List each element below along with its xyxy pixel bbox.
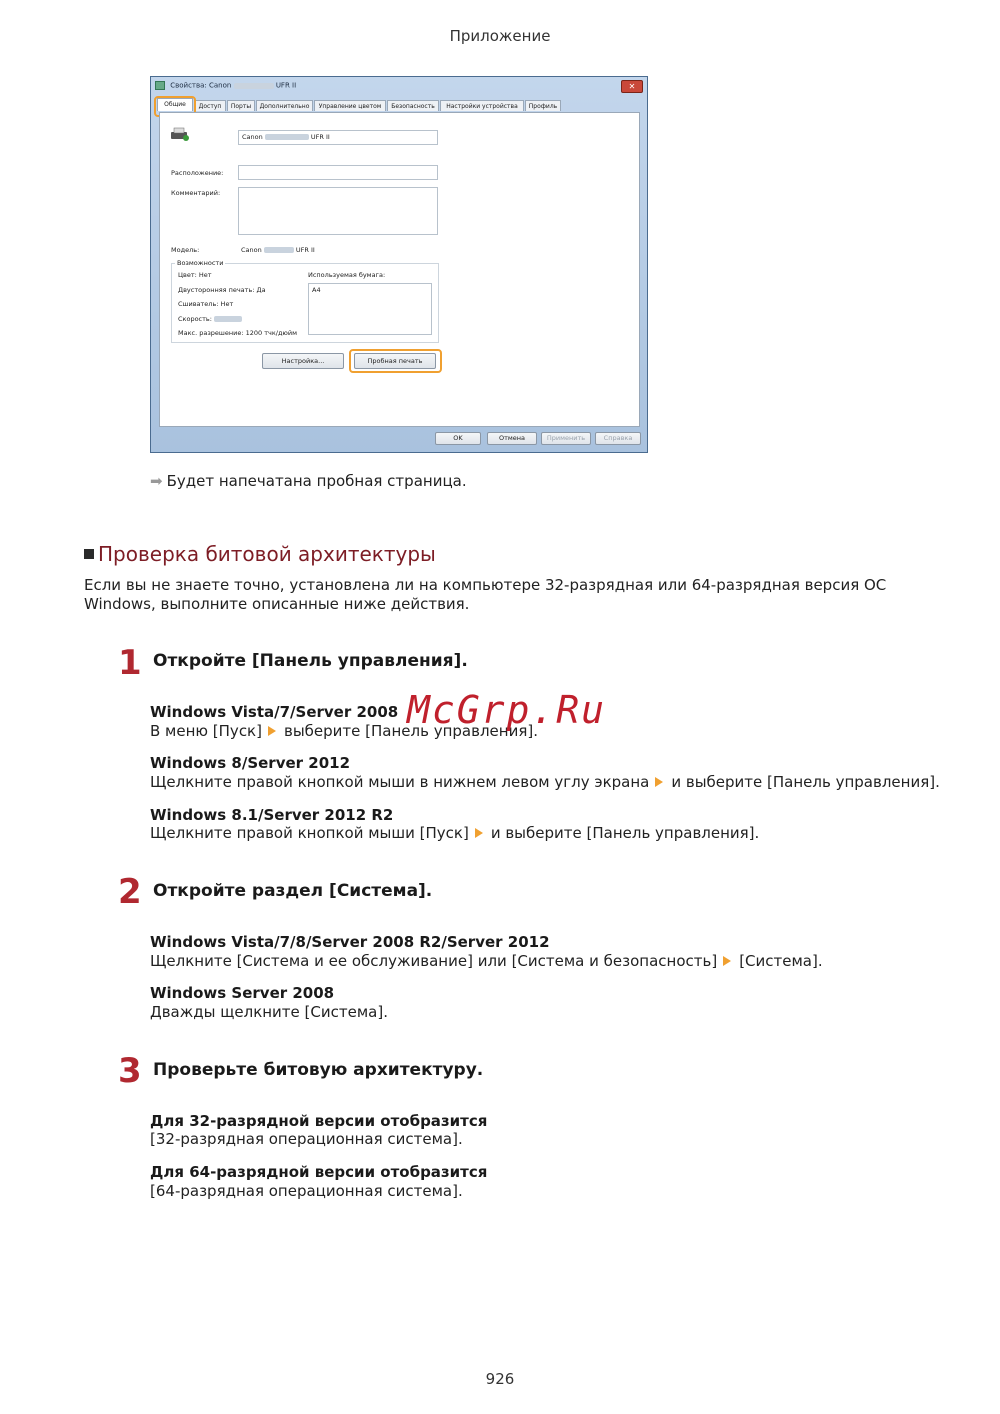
feature-resolution: Макс. разрешение: 1200 тчк/дюйм <box>178 329 298 337</box>
arrow-icon <box>268 726 276 736</box>
step-3-title: Проверьте битовую архитектуру. <box>153 1060 484 1080</box>
model-suffix: UFR II <box>295 246 315 254</box>
watermark: McGrp.Ru <box>407 688 607 732</box>
feature-color: Цвет: Нет <box>178 271 212 279</box>
section-title <box>84 542 436 566</box>
step-2-item-1-text-b: [Система]. <box>739 952 823 970</box>
model-prefix: Canon <box>241 246 262 254</box>
apply-button[interactable]: Применить <box>541 432 591 445</box>
result-arrow-icon: ➡ <box>150 472 163 490</box>
tab-profile[interactable]: Профиль <box>525 100 561 111</box>
dialog-title-bar <box>155 81 635 93</box>
step-1-item-1-text-a: В меню [Пуск] <box>150 722 262 740</box>
location-label: Расположение: <box>171 169 224 177</box>
printer-name-suffix: UFR II <box>310 133 330 141</box>
step-1-item-3-heading: Windows 8.1/Server 2012 R2 <box>150 806 394 824</box>
step-1-number: 1 <box>118 643 142 683</box>
paper-list[interactable] <box>308 283 432 335</box>
tab-color-management[interactable]: Управление цветом <box>314 100 386 111</box>
step-2-item-2-heading: Windows Server 2008 <box>150 984 335 1002</box>
step-3-item-1-text: [32-разрядная операционная система]. <box>150 1130 463 1148</box>
step-1-item-3-text-b: и выберите [Панель управления]. <box>490 824 760 842</box>
feature-speed-label: Скорость: <box>178 315 212 323</box>
step-2-title: Откройте раздел [Система]. <box>153 881 433 901</box>
printer-name-field[interactable] <box>238 130 438 145</box>
features-label: Возможности <box>177 259 224 267</box>
ok-button[interactable]: OK <box>435 432 481 445</box>
feature-duplex: Двусторонняя печать: Да <box>178 286 266 294</box>
feature-staple: Сшиватель: Нет <box>178 300 234 308</box>
section-bullet-icon <box>84 549 94 559</box>
step-3-number: 3 <box>118 1051 142 1091</box>
result-text: Будет напечатана пробная страница. <box>166 472 467 490</box>
section-title-text: Проверка битовой архитектуры <box>98 542 436 566</box>
model-value <box>241 246 315 254</box>
comment-label: Комментарий: <box>171 189 221 197</box>
printer-small-icon <box>155 81 165 90</box>
step-3-item-2-heading: Для 64-разрядной версии отобразится <box>150 1163 488 1181</box>
arrow-icon <box>475 828 483 838</box>
redacted-model-value <box>264 247 294 253</box>
step-1-title: Откройте [Панель управления]. <box>153 651 468 671</box>
comment-field[interactable] <box>238 187 438 235</box>
tab-ports[interactable]: Порты <box>227 100 255 111</box>
printer-properties-dialog <box>150 76 648 453</box>
location-field[interactable] <box>238 165 438 180</box>
result-line <box>150 472 467 490</box>
step-1-item-2-text <box>150 773 940 791</box>
page-header: Приложение <box>449 27 551 45</box>
step-2-item-1-text <box>150 952 823 970</box>
arrow-icon <box>723 956 731 966</box>
step-1-item-1-heading: Windows Vista/7/Server 2008 <box>150 703 399 721</box>
tab-device-settings[interactable]: Настройки устройства <box>440 100 524 111</box>
step-2-number: 2 <box>118 872 142 912</box>
redacted-speed <box>214 316 242 322</box>
step-2-item-2-text: Дважды щелкните [Система]. <box>150 1003 388 1021</box>
help-button[interactable]: Справка <box>595 432 641 445</box>
model-label: Модель: <box>171 246 200 254</box>
cancel-button[interactable]: Отмена <box>487 432 537 445</box>
tab-access[interactable]: Доступ <box>194 100 226 111</box>
step-3-item-1-heading: Для 32-разрядной версии отобразится <box>150 1112 488 1130</box>
step-1-item-2-text-b: и выберите [Панель управления]. <box>671 773 940 791</box>
redacted-model <box>234 83 274 89</box>
printer-name-prefix: Canon <box>242 133 263 141</box>
tab-security[interactable]: Безопасность <box>387 100 439 111</box>
step-1-item-3-text-a: Щелкните правой кнопкой мыши [Пуск] <box>150 824 469 842</box>
dialog-title-prefix: Свойства: Canon <box>170 81 232 90</box>
step-3-item-2-text: [64-разрядная операционная система]. <box>150 1182 463 1200</box>
dialog-title-suffix: UFR II <box>275 81 297 90</box>
paper-item[interactable]: A4 <box>312 286 321 294</box>
step-1-item-2-text-a: Щелкните правой кнопкой мыши в нижнем левом углу экрана <box>150 773 650 791</box>
section-intro: Если вы не знаете точно, установлена ли на компьютере 32-разрядная или 64-разрядная версия ОС Windows, выполните описанные ниже действия. <box>84 576 887 613</box>
settings-button[interactable]: Настройка... <box>262 353 344 369</box>
step-2-item-1-text-a: Щелкните [Система и ее обслуживание] или [Система и безопасность] <box>150 952 718 970</box>
step-1-item-1-text-b: выберите [Панель управления]. <box>283 722 538 740</box>
tab-general[interactable]: Общие <box>157 98 193 111</box>
step-1-item-2-heading: Windows 8/Server 2012 <box>150 754 351 772</box>
general-panel <box>159 112 640 427</box>
test-print-highlight <box>349 349 442 373</box>
test-print-button[interactable]: Пробная печать <box>354 353 436 369</box>
page-number: 926 <box>485 1370 515 1388</box>
printer-icon <box>170 127 190 141</box>
paper-label: Используемая бумага: <box>308 271 386 279</box>
arrow-icon <box>655 777 663 787</box>
tab-advanced[interactable]: Дополнительно <box>256 100 313 111</box>
feature-speed <box>178 315 242 323</box>
close-button[interactable]: ✕ <box>621 80 643 93</box>
step-1-item-3-text <box>150 824 759 842</box>
redacted-name <box>265 134 309 140</box>
step-2-item-1-heading: Windows Vista/7/8/Server 2008 R2/Server 2012 <box>150 933 550 951</box>
